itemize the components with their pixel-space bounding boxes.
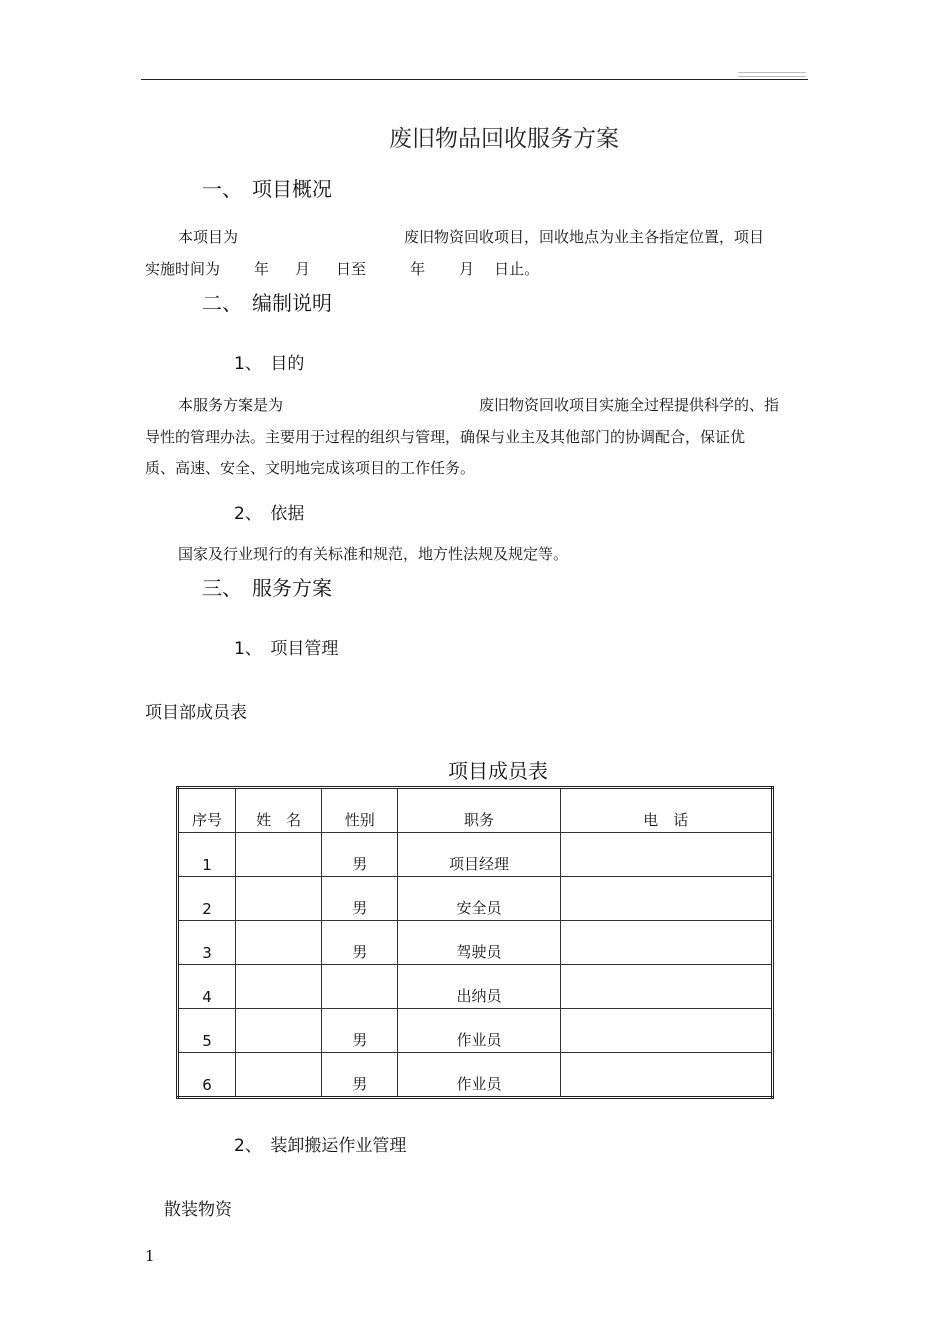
bulk-materials-label: 散装物资 — [164, 1200, 232, 1220]
date-month-start: 月 — [295, 260, 311, 278]
date-year-end: 年 — [410, 260, 426, 278]
cell-phone — [560, 1009, 772, 1053]
cell-name — [236, 921, 322, 965]
cell-position: 安全员 — [398, 877, 560, 921]
purpose-text-line2: 导性的管理办法。主要用于过程的组织与管理，确保与业主及其他部门的协调配合，保证优 — [145, 428, 746, 446]
basis-text: 国家及行业现行的有关标准和规范，地方性法规及规定等。 — [178, 545, 569, 563]
subheading-handling-management: 2、 装卸搬运作业管理 — [234, 1136, 407, 1156]
cell-phone — [560, 877, 772, 921]
header-rule — [141, 79, 808, 80]
overview-text-start: 本项目为 — [178, 228, 239, 246]
department-members-label: 项目部成员表 — [145, 703, 247, 723]
cell-gender: 男 — [322, 833, 398, 877]
header-cell-position: 职务 — [398, 788, 560, 833]
cell-name — [236, 877, 322, 921]
cell-index: 1 — [178, 833, 236, 877]
subheading-purpose: 1、 目的 — [234, 354, 305, 374]
section-heading-overview: 一、 项目概况 — [202, 177, 332, 201]
cell-name — [236, 1009, 322, 1053]
cell-name — [236, 1053, 322, 1098]
cell-gender: 男 — [322, 1053, 398, 1098]
section-heading-notes: 二、 编制说明 — [202, 291, 332, 315]
table-row — [178, 1053, 773, 1098]
cell-phone — [560, 965, 772, 1009]
cell-phone — [560, 921, 772, 965]
table-row — [178, 921, 773, 965]
cell-index: 5 — [178, 1009, 236, 1053]
cell-gender — [322, 965, 398, 1009]
date-day-start: 日至 — [336, 260, 367, 278]
cell-position: 项目经理 — [398, 833, 560, 877]
cell-phone — [560, 833, 772, 877]
table-row — [178, 877, 773, 921]
header-cell-index: 序号 — [178, 788, 236, 833]
cell-index: 6 — [178, 1053, 236, 1098]
overview-text-end: 废旧物资回收项目，回收地点为业主各指定位置，项目 — [404, 228, 765, 246]
date-day-end: 日止。 — [494, 260, 540, 278]
table-row — [178, 833, 773, 877]
cell-gender: 男 — [322, 877, 398, 921]
cell-position: 驾驶员 — [398, 921, 560, 965]
cell-position: 作业员 — [398, 1053, 560, 1098]
subheading-basis: 2、 依据 — [234, 504, 305, 524]
date-month-end: 月 — [459, 260, 475, 278]
purpose-text-start: 本服务方案是为 — [178, 396, 284, 414]
members-table — [176, 786, 774, 1099]
cell-position: 出纳员 — [398, 965, 560, 1009]
table-row — [178, 1009, 773, 1053]
cell-phone — [560, 1053, 772, 1098]
cell-index: 2 — [178, 877, 236, 921]
cell-name — [236, 833, 322, 877]
cell-index: 4 — [178, 965, 236, 1009]
page-number: 1 — [145, 1247, 155, 1265]
purpose-text-line3: 质、高速、安全、文明地完成该项目的工作任务。 — [145, 459, 476, 477]
date-year-start: 年 — [254, 260, 270, 278]
table-title: 项目成员表 — [448, 759, 548, 783]
header-cell-phone: 电 话 — [560, 788, 772, 833]
header-cell-name: 姓 名 — [236, 788, 322, 833]
section-heading-service: 三、 服务方案 — [202, 576, 332, 600]
subheading-project-management: 1、 项目管理 — [234, 639, 339, 659]
header-rule-mark — [738, 72, 806, 77]
cell-gender: 男 — [322, 921, 398, 965]
cell-name — [236, 965, 322, 1009]
table-header-row — [178, 788, 773, 833]
purpose-text-end: 废旧物资回收项目实施全过程提供科学的、指 — [479, 396, 780, 414]
overview-date-line — [145, 258, 539, 279]
header-cell-gender: 性别 — [322, 788, 398, 833]
cell-position: 作业员 — [398, 1009, 560, 1053]
cell-index: 3 — [178, 921, 236, 965]
cell-gender: 男 — [322, 1009, 398, 1053]
document-title: 废旧物品回收服务方案 — [389, 126, 619, 152]
table-row — [178, 965, 773, 1009]
date-prefix: 实施时间为 — [145, 260, 221, 278]
